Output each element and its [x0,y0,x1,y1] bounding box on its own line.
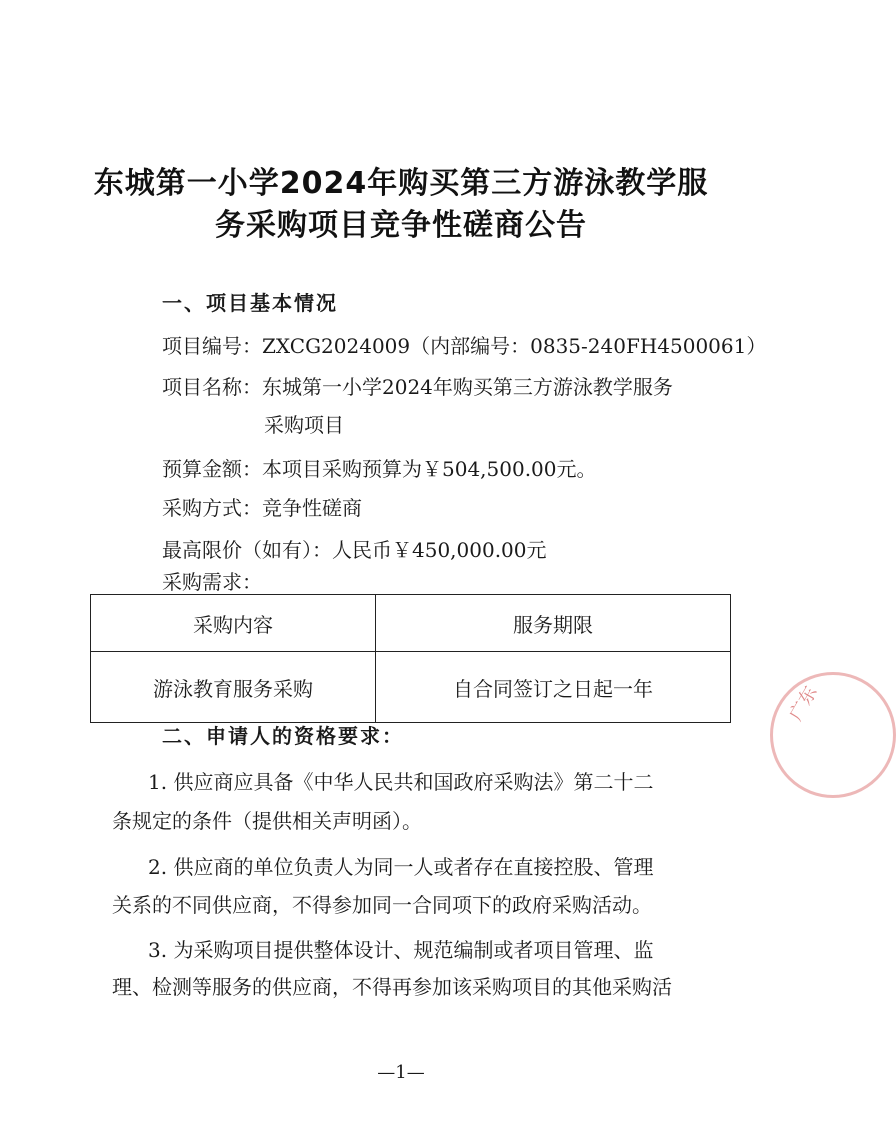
page-number: —1— [377,1062,425,1083]
section-1-heading: 一、项目基本情况 [162,291,338,315]
table-row [91,652,731,723]
qualification-3-line-2: 理、检测等服务的供应商，不得再参加该采购项目的其他采购活 [112,975,672,999]
table-header-row [91,595,731,652]
qualification-1-line-2: 条规定的条件（提供相关声明函）。 [112,809,422,833]
requirements-table [90,594,731,723]
qualification-1-line-1: 1. 供应商应具备《中华人民共和国政府采购法》第二十二 [148,770,654,794]
table-header-cell: 采购内容 [91,595,376,652]
table-header-cell: 服务期限 [376,595,731,652]
procurement-method: 采购方式：竞争性磋商 [162,496,362,520]
table-cell: 游泳教育服务采购 [91,652,376,723]
table-cell: 自合同签订之日起一年 [376,652,731,723]
qualification-2-line-1: 2. 供应商的单位负责人为同一人或者存在直接控股、管理 [148,855,654,879]
qualification-3-line-1: 3. 为采购项目提供整体设计、规范编制或者项目管理、监 [148,938,654,962]
section-2-heading: 二、申请人的资格要求： [162,724,404,748]
budget-amount: 预算金额：本项目采购预算为￥504,500.00元。 [162,457,597,481]
max-price: 最高限价（如有）：人民币￥450,000.00元 [162,538,547,562]
qualification-2-line-2: 关系的不同供应商，不得参加同一合同项下的政府采购活动。 [112,893,652,917]
project-number: 项目编号：ZXCG2024009（内部编号：0835-240FH4500061） [162,334,767,358]
requirements-label: 采购需求： [162,570,262,594]
title-line-2: 务采购项目竞争性磋商公告 [215,208,587,243]
project-name-line-2: 采购项目 [264,413,344,437]
project-name-line-1: 项目名称：东城第一小学2024年购买第三方游泳教学服务 [162,375,673,399]
title-line-1: 东城第一小学2024年购买第三方游泳教学服 [93,166,709,201]
seal-text: 广东 [785,682,822,725]
official-seal [770,672,896,798]
